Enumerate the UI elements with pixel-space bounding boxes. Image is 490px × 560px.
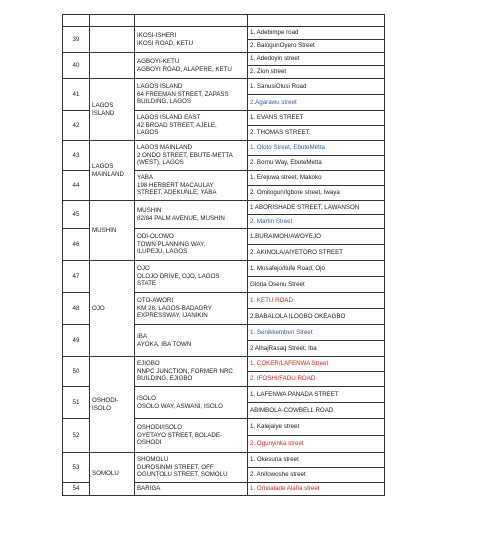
street-text: 1.BURAIMOH/AWOYEJO: [250, 232, 321, 240]
office-line: LAGOS: [137, 129, 159, 137]
office-line: OLOJO DRIVE, OJO, LAGOS: [137, 272, 220, 280]
office-line: IKOSI-ISHERI: [137, 32, 177, 40]
street-text: 1. Adebimpe road: [250, 29, 299, 37]
table-row: [63, 15, 385, 27]
street-cell: [248, 171, 385, 186]
street-text: 1. Erejuwa street, Makoko: [250, 174, 322, 182]
office-line: LAGOS ISLAND: [137, 83, 183, 91]
row-number-cell: 54: [63, 483, 90, 496]
street-cell: [248, 483, 385, 496]
office-line: 82/84 PALM AVENUE, MUSHIN: [137, 214, 225, 222]
street-cell: [248, 277, 385, 293]
office-line: OJO: [137, 265, 150, 273]
street-cell: [248, 453, 385, 468]
table-row: [63, 141, 385, 156]
street-text: 1. Omoalade Alafia street: [250, 485, 320, 493]
office-cell: [135, 293, 248, 325]
row-number-cell: 43: [63, 141, 90, 171]
street-cell: [248, 309, 385, 325]
office-cell: [135, 79, 248, 111]
street-cell: [248, 325, 385, 341]
lga-cell: OJO: [90, 261, 135, 357]
street-text: 2. Bornu Way, EbuteMetta: [250, 159, 322, 167]
office-line: NNPC JUNCTION, FORMER NRC: [137, 367, 233, 375]
lga-cell: SOMOLU: [90, 453, 135, 496]
street-text: 1. Oloto Street, EbuteMetta: [250, 144, 325, 152]
row-number-cell: 48: [63, 293, 90, 325]
table-body: [63, 15, 385, 496]
street-cell: [248, 341, 385, 357]
row-number-cell: 46: [63, 229, 90, 261]
office-line: 64 FREEMAN STREET, ZAPASS: [137, 90, 229, 98]
street-text: 2.BABALOLA ILOGBO OKEAGBO: [250, 312, 346, 320]
street-text: 1. Mosafejo/Ilufe Road, Ojo: [250, 264, 325, 272]
office-cell: [135, 141, 248, 171]
street-cell: [248, 126, 385, 141]
office-cell: [135, 229, 248, 261]
lga-cell: [90, 27, 135, 53]
street-cell: [248, 403, 385, 419]
street-cell: [248, 201, 385, 215]
street-cell: [248, 95, 385, 111]
street-text: 1. LAFENWA PANADA STREET: [250, 390, 339, 398]
street-cell: [248, 372, 385, 387]
street-text: 1. EVANS STREET: [250, 114, 304, 122]
street-text: 2. THOMAS STREET.: [250, 129, 311, 137]
lga-cell: OSHODI-ISOLO: [90, 357, 135, 453]
row-number-cell: 52: [63, 419, 90, 453]
row-number-cell: 45: [63, 201, 90, 229]
street-cell: [248, 293, 385, 309]
street-cell: [248, 468, 385, 483]
street-cell: [248, 261, 385, 277]
lga-cell: LAGOS ISLAND: [90, 79, 135, 141]
office-cell: [135, 483, 248, 496]
street-cell: [248, 79, 385, 95]
street-text: 1. Senikkemberi Street: [250, 328, 313, 336]
street-text: 1. Kalejaiye street: [250, 423, 300, 431]
street-text: 2. Martin Street: [250, 217, 293, 225]
row-number-cell: 40: [63, 53, 90, 79]
office-cell: [135, 453, 248, 483]
row-number-cell: 47: [63, 261, 90, 293]
office-line: EXPRESSWAY, IJANIKIN: [137, 312, 208, 320]
table-row: [63, 201, 385, 215]
row-number-cell: 53: [63, 453, 90, 483]
street-text: 2 AlhajRasaq Street, Iba: [250, 344, 317, 352]
street-cell: [248, 357, 385, 372]
office-cell: [135, 53, 248, 79]
row-number-cell: 41: [63, 79, 90, 111]
office-cell: [135, 325, 248, 357]
street-cell: [248, 156, 385, 171]
street-text: 2. Zion street: [250, 68, 287, 76]
street-text: 2.Agarawu street: [250, 98, 297, 106]
row-number-cell: 51: [63, 387, 90, 419]
office-line: EJIGBO: [137, 360, 160, 368]
office-line: BUILDING, LAGOS: [137, 98, 191, 106]
row-number-cell: 39: [63, 27, 90, 53]
street-text: 1. SanusiOlusi Road: [250, 82, 307, 90]
office-line: IBA: [137, 333, 147, 341]
office-cell: [135, 419, 248, 453]
office-line: STATE: [137, 280, 157, 288]
office-line: LAGOS ISLAND EAST: [137, 114, 201, 122]
office-line: OGUNTOLU STREET, SOMOLU: [137, 471, 228, 479]
office-line: 198 HERBERT MACAULAY: [137, 181, 214, 189]
office-line: IKOSI ROAD, KETU: [137, 39, 194, 47]
street-cell: [248, 245, 385, 261]
street-text: 2. BalogunOyero Street: [250, 42, 315, 50]
office-cell: [135, 171, 248, 201]
office-line: (WEST), LAGOS: [137, 159, 184, 167]
table-row: [63, 453, 385, 468]
lga-cell: [90, 53, 135, 79]
street-cell: [248, 27, 385, 40]
office-line: ILUPEJU, LAGOS: [137, 248, 188, 256]
street-text: 1 ABORISHADE STREET, LAWANSON: [250, 203, 360, 211]
office-line: YABA: [137, 174, 154, 182]
row-number-cell: 49: [63, 325, 90, 357]
lga-cell: [90, 15, 135, 27]
street-text: 1. Okesuna street: [250, 456, 299, 464]
office-cell: [135, 387, 248, 419]
row-number-cell: [63, 15, 90, 27]
office-cell: [135, 261, 248, 293]
office-cell: [135, 27, 248, 53]
office-line: AGBOYI-KETU: [137, 58, 180, 66]
office-line: 42 BROAD STREET, AJELE,: [137, 121, 217, 129]
table-row: [63, 79, 385, 95]
office-cell: [135, 357, 248, 387]
street-text: 2. Anifowoshe street: [250, 471, 306, 479]
lga-cell: LAGOS MAINLAND: [90, 141, 135, 201]
street-cell: [248, 186, 385, 201]
street-text: Gloria Osenu Street: [250, 280, 305, 288]
street-text: 2. Omitogun/Igbore street, Iwaya: [250, 189, 340, 197]
street-cell: [248, 141, 385, 156]
office-line: DUROSINMI STREET, OFF: [137, 463, 214, 471]
street-text: 1. Adedoyin street: [250, 55, 300, 63]
lga-cell: MUSHIN: [90, 201, 135, 261]
street-text: 2. IFOSHI/FADU ROAD: [250, 375, 316, 383]
office-line: TOWN PLANNING WAY,: [137, 240, 206, 248]
office-cell: [135, 15, 248, 27]
office-line: BUILDING, EJIGBO: [137, 375, 193, 383]
street-cell: [248, 387, 385, 403]
office-line: 2 ONDO STREET, EBUTE-METTA: [137, 151, 233, 159]
office-line: OSHODI/ISOLO: [137, 424, 183, 432]
street-text: 2. AKINOLA/AIYETORO STREET: [250, 248, 344, 256]
street-text: 1. KETU ROAD: [250, 296, 293, 304]
office-cell: [135, 201, 248, 229]
office-line: OYETAYO STREET, BOLADE-: [137, 431, 223, 439]
table-row: [63, 261, 385, 277]
street-cell: [248, 229, 385, 245]
table-row: [63, 357, 385, 372]
office-line: MUSHIN: [137, 207, 162, 215]
office-line: KM 28, LAGOS-BADAGRY: [137, 304, 212, 312]
office-line: STREET, ADEKUNLE, YABA: [137, 189, 217, 197]
row-number-cell: 50: [63, 357, 90, 387]
street-cell: [248, 15, 385, 27]
street-cell: [248, 111, 385, 126]
office-line: AGBOYI ROAD, ALAPERE, KETU: [137, 65, 232, 73]
office-cell: [135, 111, 248, 141]
street-cell: [248, 40, 385, 53]
office-line: BARIGA: [137, 485, 161, 493]
table-row: [63, 27, 385, 40]
street-cell: [248, 436, 385, 453]
office-line: ISOLO: [137, 395, 156, 403]
row-number-cell: 42: [63, 111, 90, 141]
office-line: OTO-AWORI: [137, 297, 174, 305]
street-cell: [248, 419, 385, 436]
office-line: LAGOS MAINLAND: [137, 144, 193, 152]
office-line: OSOLO WAY, ASWANI, ISOLO: [137, 402, 223, 410]
office-line: SHOMOLU: [137, 456, 169, 464]
street-cell: [248, 215, 385, 229]
office-line: OSHODI: [137, 439, 162, 447]
street-text: 1. COKER/LAFENWA Street: [250, 360, 329, 368]
row-number-cell: 44: [63, 171, 90, 201]
street-cell: [248, 66, 385, 79]
table-row: [63, 53, 385, 66]
office-line: ODI-OLOWO: [137, 233, 174, 241]
street-text: ABIMBOLA-COWBELL ROAD: [250, 406, 334, 414]
lga-office-streets-table: [62, 14, 385, 496]
street-text: 2. Ogunyinka street: [250, 440, 304, 448]
office-line: AYOKA, IBA TOWN: [137, 340, 192, 348]
street-cell: [248, 53, 385, 66]
